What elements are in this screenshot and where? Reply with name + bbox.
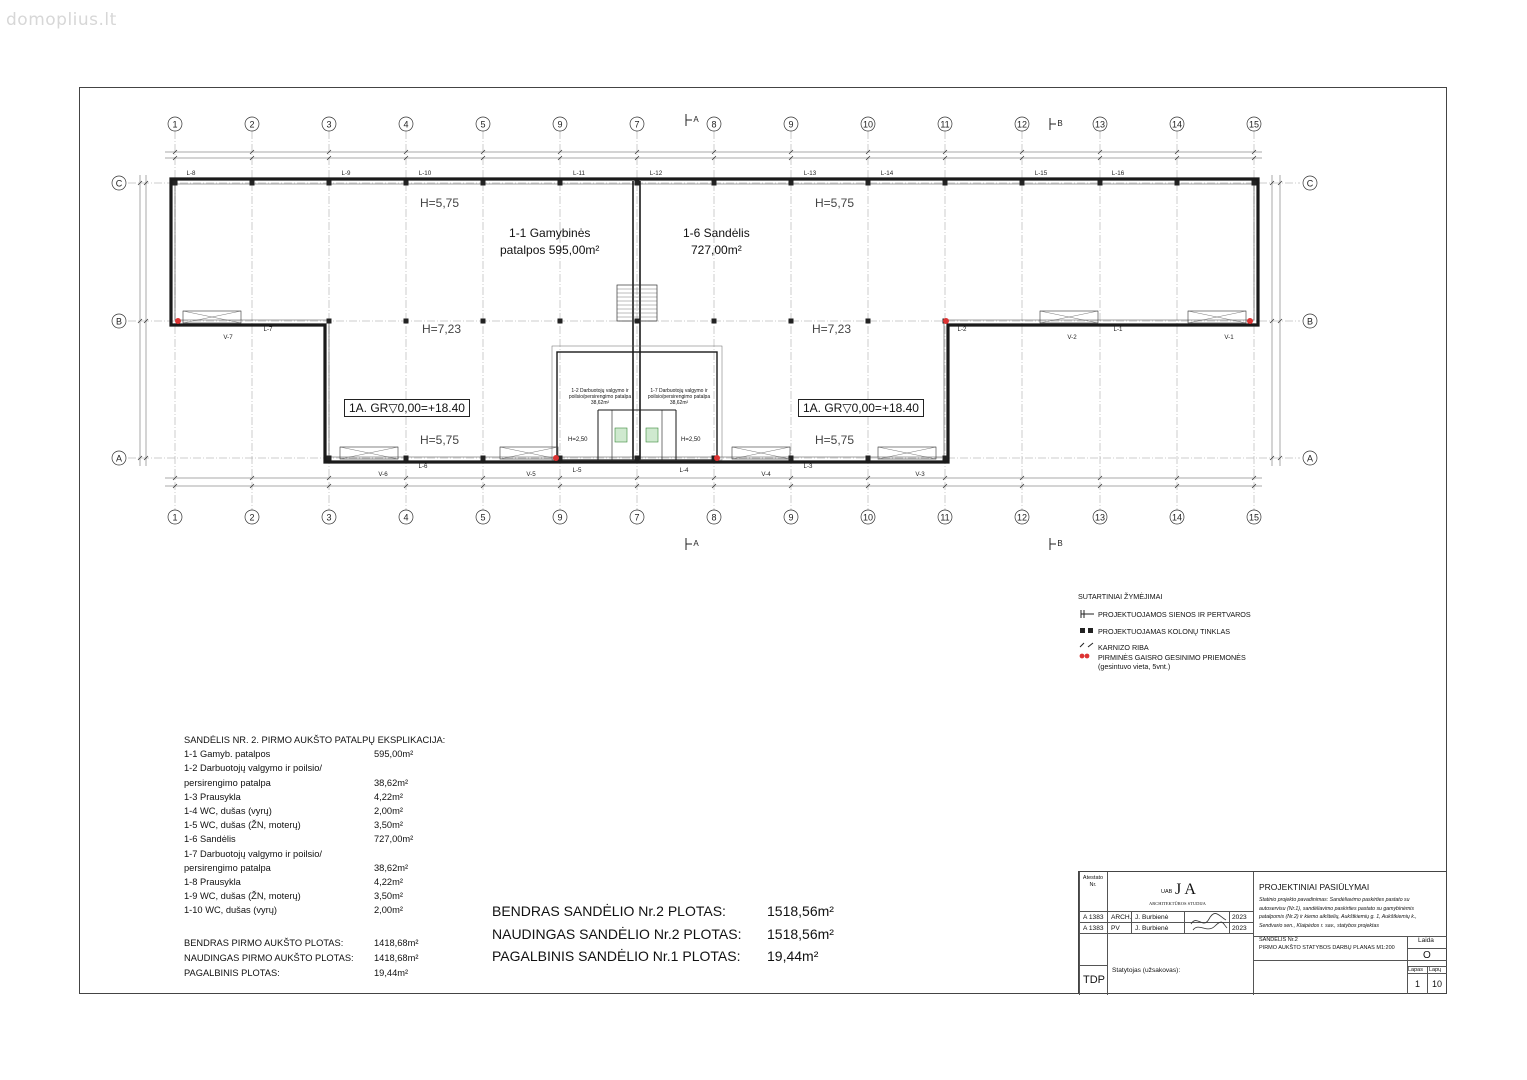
explication-row: [184, 889, 445, 903]
year: 2023: [1232, 914, 1247, 921]
lapas-label: Lapas: [1408, 967, 1423, 973]
grid-label: 9: [557, 512, 563, 523]
wall-label: L-12: [649, 170, 663, 177]
height-label: H=5,75: [420, 196, 460, 210]
grid-label: 11: [940, 512, 950, 523]
column: [789, 319, 794, 324]
company-subtitle: ARCHITEKTŪROS STUDIJA: [1149, 901, 1206, 906]
room-area: 3,50m²: [374, 820, 403, 831]
room-name: 1-5 WC, dušas (ŽN, moterų): [184, 820, 301, 831]
watermark: domoplius.lt: [6, 10, 117, 30]
grid-label: 11: [940, 119, 950, 130]
grid-label: 2: [249, 119, 255, 130]
ground-level-tag-right: 1A. GR▽0,00=+18.40: [798, 399, 924, 417]
column: [327, 181, 332, 186]
wall-label: L-4: [679, 467, 689, 474]
legend-title: SUTARTINIAI ŽYMĖJIMAI: [1078, 592, 1163, 601]
project-description: [1259, 896, 1417, 930]
wall-label: L-6: [418, 463, 428, 470]
legend-item: PIRMINĖS GAISRO GESINIMO PRIEMONĖS: [1098, 653, 1246, 662]
column: [943, 456, 948, 461]
lapu-label: Lapų: [1429, 967, 1442, 973]
room-name: 1-1 Gamyb. patalpos: [184, 749, 271, 760]
column: [481, 319, 486, 324]
explication-rows: [184, 747, 445, 917]
room-1-7-label: 1-7 Darbuotojų valgymo ir poilsio/persirengimo patalpa 38,62m²: [647, 388, 711, 406]
stage-code: TDP: [1083, 974, 1105, 986]
grid-label: 14: [1171, 119, 1183, 130]
column: [481, 456, 486, 461]
wall-label: L-5: [572, 467, 582, 474]
person-name: J. Burbienė: [1135, 914, 1169, 921]
column: [173, 181, 178, 186]
room-1-1-area: patalpos 595,00m²: [500, 243, 600, 257]
room-name: 1-2 Darbuotojų valgymo ir poilsio/: [184, 763, 322, 774]
wall-label: L-9: [341, 170, 351, 177]
column: [404, 181, 409, 186]
room-area: 38,62m²: [374, 862, 409, 873]
laida-value: O: [1423, 950, 1431, 961]
grid-label: 9: [788, 512, 794, 523]
wall-label: L-13: [803, 170, 817, 177]
wall-label: L-7: [263, 326, 273, 333]
total-name: BENDRAS PIRMO AUKŠTO PLOTAS:: [184, 938, 344, 948]
signature: [1189, 910, 1229, 934]
explication-row: [184, 761, 445, 775]
role: ARCH.: [1111, 914, 1132, 921]
description-line: Sendvario sen., Klaipėdos r. sav., statybos projektas: [1259, 922, 1379, 929]
column: [789, 456, 794, 461]
grid-label: 9: [557, 119, 563, 130]
column: [943, 181, 948, 186]
room-name: 1-3 Prausykla: [184, 791, 241, 802]
explication-row: [184, 832, 445, 846]
grid-label: C: [115, 178, 123, 189]
wall-label: L-8: [186, 170, 196, 177]
cert-code: A 1383: [1083, 925, 1104, 932]
grid-label: 1: [172, 119, 178, 130]
total-value: 1418,68m²: [374, 953, 419, 963]
description-line: Statinio projekto pavadinimas: Sandėliavimo paskirties pastato su: [1259, 897, 1410, 903]
fire-extinguisher-icon: [1247, 318, 1253, 324]
column: [866, 319, 871, 324]
column: [866, 456, 871, 461]
grid-label: 8: [711, 119, 717, 130]
summary-name: BENDRAS SANDĖLIO Nr.2 PLOTAS:: [492, 903, 726, 919]
column: [404, 456, 409, 461]
room-name: 1-4 WC, dušas (vyrų): [184, 805, 272, 816]
total-name: NAUDINGAS PIRMO AUKŠTO PLOTAS:: [184, 953, 354, 963]
height-label: H=7,23: [812, 322, 852, 336]
grid-label: 3: [326, 119, 332, 130]
room-name: 1-7 Darbuotojų valgymo ir poilsio/: [184, 848, 322, 859]
fire-extinguisher-icon: [553, 455, 559, 461]
legend-symbols: [1078, 606, 1098, 678]
section-label: B: [1057, 539, 1063, 548]
column: [1175, 181, 1180, 186]
wall-label: L-10: [418, 170, 432, 177]
grid-label: 3: [326, 512, 332, 523]
wall-label: L-2: [957, 326, 967, 333]
grid-label: 13: [1094, 119, 1106, 130]
room-explication: [184, 733, 445, 917]
summary-name: PAGALBINIS SANDĖLIO Nr.1 PLOTAS:: [492, 948, 741, 964]
explication-row: [184, 847, 445, 861]
height-label-room-1-7: H=2,50: [681, 437, 701, 443]
summary-row: [492, 923, 834, 946]
room-area: 3,50m²: [374, 891, 403, 902]
wall-label: V-3: [915, 471, 925, 478]
fire-extinguisher-icon: [175, 318, 181, 324]
explication-row: [184, 747, 445, 761]
role: PV: [1111, 925, 1120, 932]
explication-row: [184, 861, 445, 875]
room-area: 595,00m²: [374, 749, 414, 760]
room-name: persirengimo patalpa: [184, 777, 271, 788]
ground-level-tag-left: 1A. GR▽0,00=+18.40: [344, 399, 470, 417]
section-label: A: [693, 115, 699, 124]
grid-label: 15: [1248, 512, 1260, 523]
room-area: 727,00m²: [374, 834, 414, 845]
wall-label: V-2: [1067, 334, 1077, 341]
wall-label: L-11: [573, 170, 585, 177]
room-1-6-name: 1-6 Sandėlis: [683, 226, 750, 240]
explication-row: [184, 804, 445, 818]
wall-label: L-3: [803, 463, 813, 470]
section-label: A: [693, 539, 699, 548]
year: 2023: [1232, 925, 1247, 932]
grid-label: A: [115, 453, 123, 464]
room-name: 1-9 WC, dušas (ŽN, moterų): [184, 891, 301, 902]
grid-label: 10: [862, 119, 874, 130]
height-label-room-1-2: H=2,50: [568, 437, 588, 443]
grid-label: 7: [634, 119, 640, 130]
total-value: 1418,68m²: [374, 938, 419, 948]
room-area: 4,22m²: [374, 876, 403, 887]
sanitary-fixture: [615, 428, 627, 442]
sanitary-fixture: [646, 428, 658, 442]
person-name: J. Burbienė: [1135, 925, 1169, 932]
room-area: 4,22m²: [374, 791, 403, 802]
column: [866, 181, 871, 186]
column: [789, 181, 794, 186]
explication-row: [184, 790, 445, 804]
column: [558, 319, 563, 324]
summary-value: 1518,56m²: [767, 903, 834, 919]
legend-item: PROJEKTUOJAMOS SIENOS IR PERTVAROS: [1098, 610, 1251, 619]
room-name: 1-6 Sandėlis: [184, 834, 236, 845]
grid-label: A: [1306, 453, 1314, 464]
grid-label: 10: [862, 512, 874, 523]
wall-label: L-16: [1111, 170, 1125, 177]
total-row: [184, 951, 419, 966]
height-label: H=5,75: [420, 433, 460, 447]
column: [327, 319, 332, 324]
wall-label: V-1: [1224, 334, 1234, 341]
total-value: 19,44m²: [374, 968, 409, 978]
grid-label: 7: [634, 512, 640, 523]
room-area: 38,62m²: [374, 777, 409, 788]
room-area: 2,00m²: [374, 905, 403, 916]
fire-extinguisher-icon: [714, 455, 720, 461]
height-label: H=5,75: [815, 433, 855, 447]
grid-label: 8: [711, 512, 717, 523]
column: [712, 181, 717, 186]
explication-row: [184, 903, 445, 917]
column: [327, 456, 332, 461]
grid-label: 15: [1248, 119, 1260, 130]
total-row: [184, 936, 419, 951]
room-1-6-label: [683, 225, 750, 259]
room-1-1-name: 1-1 Gamybinės: [509, 226, 591, 240]
lapu-value: 10: [1432, 979, 1443, 989]
section-label: B: [1057, 119, 1063, 128]
room-name: persirengimo patalpa: [184, 862, 271, 873]
sheet-scale: PIRMO AUKŠTO STATYBOS DARBŲ PLANAS M1:200: [1259, 945, 1395, 951]
grid-label: 5: [480, 512, 486, 523]
grid-label: 2: [249, 512, 255, 523]
lapas-value: 1: [1415, 979, 1421, 989]
legend-item: KARNIZO RIBA: [1098, 643, 1149, 652]
description-line: autoservisu (Nr.1), sandėliavimo paskirties pastato su gamybinėmis: [1259, 905, 1414, 912]
summary-row: [492, 945, 819, 968]
wall-label: V-4: [761, 471, 771, 478]
column: [1020, 181, 1025, 186]
wall-label: V-6: [378, 471, 388, 478]
explication-row: [184, 818, 445, 832]
explication-title: SANDĖLIS NR. 2. PIRMO AUKŠTO PATALPŲ EKSPLIKACIJA:: [184, 735, 446, 745]
building-summary: [492, 900, 834, 968]
grid-label: 4: [403, 512, 409, 523]
company-prefix: UAB: [1161, 889, 1173, 895]
column: [1098, 181, 1103, 186]
summary-name: NAUDINGAS SANDĖLIO Nr.2 PLOTAS:: [492, 925, 742, 942]
grid-label: 4: [403, 119, 409, 130]
grid-label: 1: [172, 512, 178, 523]
client-label: Statytojas (užsakovas):: [1112, 967, 1181, 974]
height-label: H=5,75: [815, 196, 855, 210]
company-logo: J A: [1175, 881, 1196, 898]
total-row: [184, 966, 409, 981]
wall-label: L-15: [1034, 170, 1048, 177]
total-name: PAGALBINIS PLOTAS:: [184, 968, 280, 978]
column: [558, 181, 563, 186]
room-name: 1-8 Prausykla: [184, 876, 241, 887]
summary-value: 19,44m²: [767, 948, 819, 964]
wall-label: V-7: [223, 334, 233, 341]
grid-label: 12: [1016, 512, 1028, 523]
drawing-heading: PROJEKTINIAI PASIŪLYMAI: [1259, 882, 1370, 892]
legend-item: PROJEKTUOJAMAS KOLONŲ TINKLAS: [1098, 627, 1231, 636]
room-area: 2,00m²: [374, 805, 403, 816]
column: [712, 319, 717, 324]
grid-label: B: [115, 316, 123, 327]
grid-label: 5: [480, 119, 486, 130]
room-1-6-area: 727,00m²: [691, 243, 742, 257]
description-line: patalpomis (Nr.2) ir kiemo aikštelių, Aukštkiemių g. 1, Aukštkiemių k.,: [1259, 914, 1417, 921]
cert-code: A 1383: [1083, 914, 1104, 921]
column: [635, 181, 640, 186]
column: [1252, 181, 1257, 186]
floor-totals: [184, 936, 419, 981]
grid-label: C: [1306, 178, 1314, 189]
column: [404, 319, 409, 324]
wall-label: V-5: [526, 471, 536, 478]
wall-label: L-1: [1113, 326, 1123, 333]
column: [250, 181, 255, 186]
laida-label: Laida: [1418, 937, 1434, 944]
grid-label: 9: [788, 119, 794, 130]
summary-row: [492, 900, 834, 923]
column: [635, 456, 640, 461]
grid-label: 14: [1171, 512, 1183, 523]
explication-row: [184, 776, 445, 790]
sheet-name: SANDĖLIS Nr.2: [1259, 937, 1298, 943]
wall-label: L-14: [880, 170, 894, 177]
room-1-1-label: [500, 225, 599, 259]
grid-label: B: [1306, 316, 1314, 327]
room-1-2-label: 1-2 Darbuotojų valgymo ir poilsio/persirengimo patalpa 38,62m²: [568, 388, 632, 406]
legend-item: (gesintuvo vieta, 5vnt.): [1098, 662, 1171, 671]
summary-value: 1518,56m²: [767, 925, 834, 942]
grid-label: 12: [1016, 119, 1028, 130]
grid-label: 13: [1094, 512, 1106, 523]
title-block: [1078, 871, 1447, 994]
room-name: 1-10 WC, dušas (vyrų): [184, 905, 277, 916]
atestato-label: Atestato Nr.: [1082, 875, 1104, 888]
explication-row: [184, 875, 445, 889]
column: [635, 319, 640, 324]
height-label: H=7,23: [422, 322, 462, 336]
fire-extinguisher-icon: [943, 318, 949, 324]
column: [481, 181, 486, 186]
